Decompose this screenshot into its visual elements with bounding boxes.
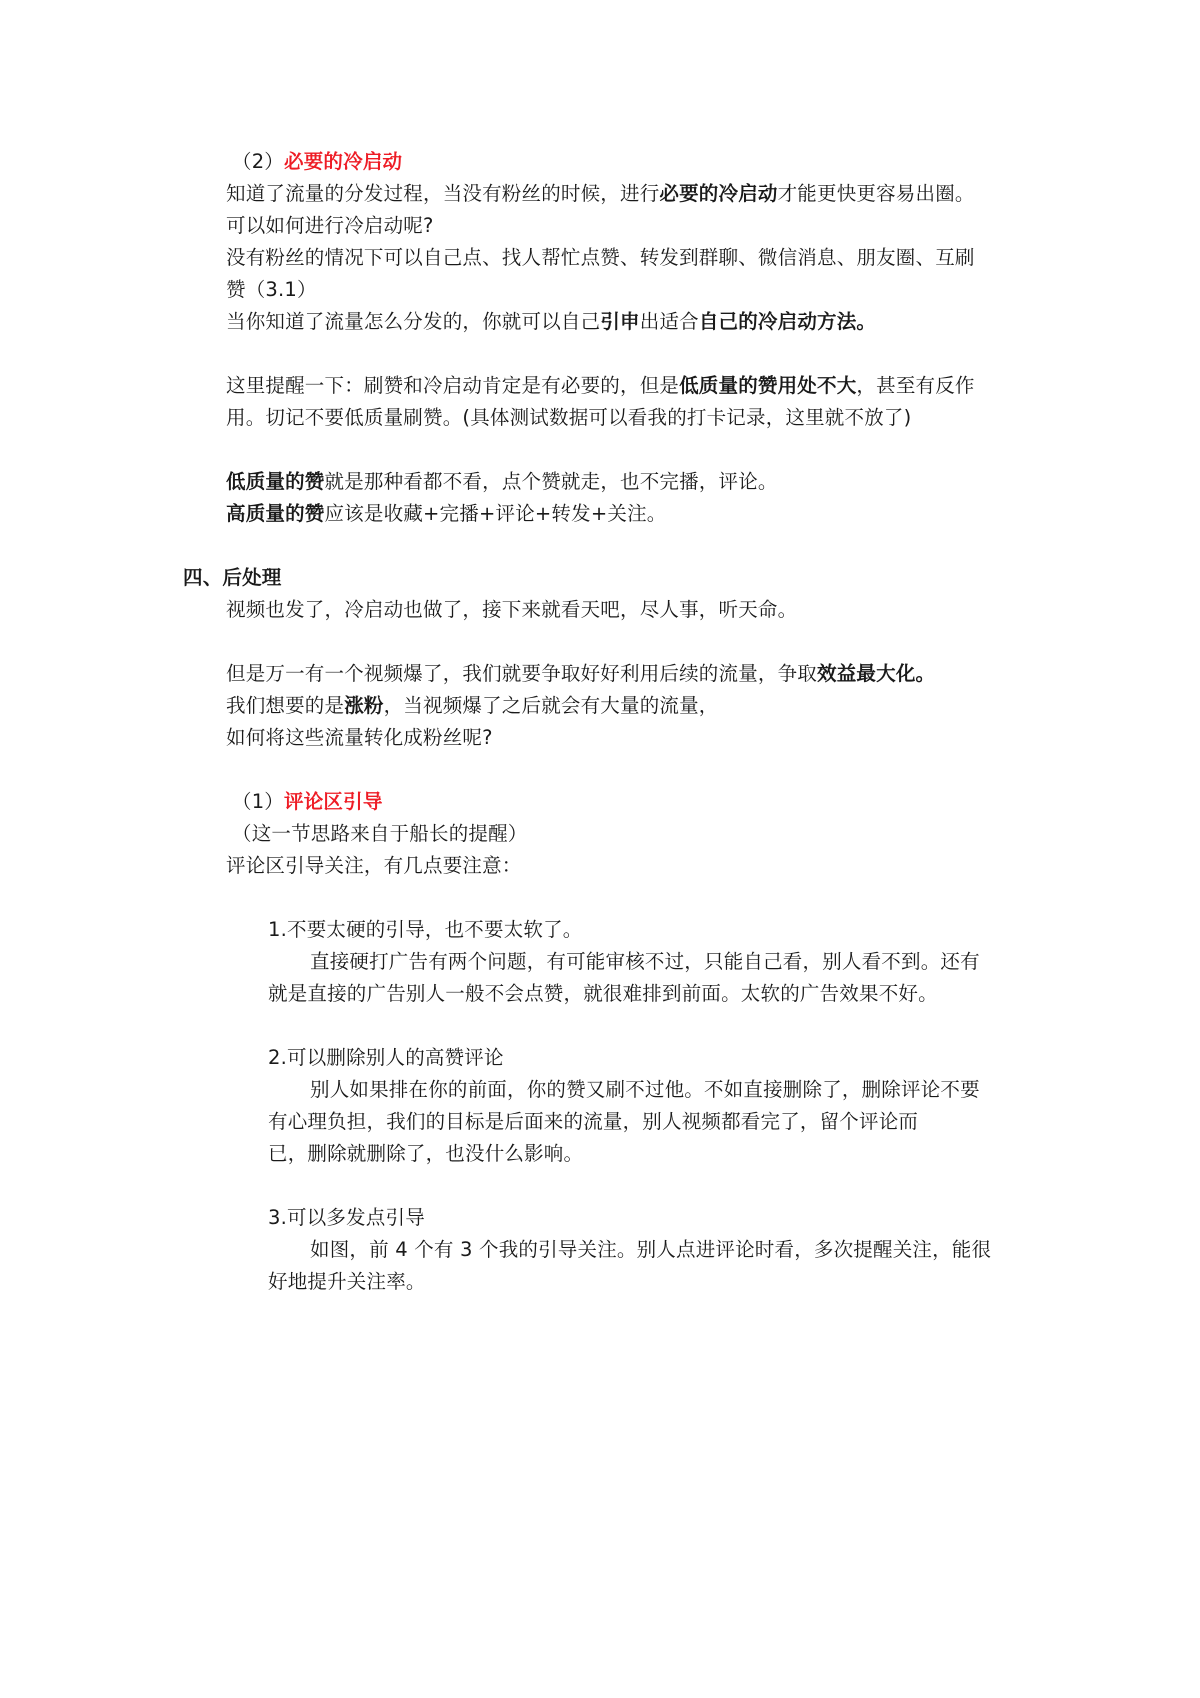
text: 视频也发了，冷启动也做了，接下来就看天吧，尽人事，听天命。: [226, 598, 798, 621]
paragraph: [226, 498, 666, 530]
paragraph: [226, 210, 434, 242]
paragraph: [226, 722, 493, 754]
paragraph: [226, 658, 935, 690]
text: 1.不要太硬的引导，也不要太软了。: [268, 918, 583, 941]
paragraph: [310, 946, 980, 978]
section-1-heading: [232, 786, 383, 818]
paragraph: [310, 1074, 980, 1106]
paragraph: [268, 978, 938, 1010]
section-1-title: 评论区引导: [284, 790, 383, 813]
section-4-heading: 四、后处理: [183, 566, 282, 589]
bold-text: 效益最大化。: [817, 662, 936, 685]
text: 就是直接的广告别人一般不会点赞，就很难排到前面。太软的广告效果不好。: [268, 982, 938, 1005]
text: 2.可以删除别人的高赞评论: [268, 1046, 504, 1069]
bold-text: 低质量的赞用处不大: [679, 374, 857, 397]
text: 如图，前 4 个有 3 个我的引导关注。别人点进评论时看，多次提醒关注，能很: [310, 1238, 992, 1261]
paragraph: [226, 402, 911, 434]
text: 有心理负担，我们的目标是后面来的流量，别人视频都看完了，留个评论而: [268, 1110, 919, 1133]
text: 已，删除就删除了，也没什么影响。: [268, 1142, 584, 1165]
text: （这一节思路来自于船长的提醒）: [232, 822, 528, 845]
text: 但是万一有一个视频爆了，我们就要争取好好利用后续的流量，争取: [226, 662, 818, 685]
text: 用。切记不要低质量刷赞。(具体测试数据可以看我的打卡记录，这里就不放了): [226, 406, 912, 429]
bold-text: 涨粉: [344, 694, 384, 717]
section-2-heading: [232, 146, 402, 178]
paragraph: [268, 1266, 426, 1298]
text: 才能更快更容易出圈。: [777, 182, 975, 205]
section-2-title: 必要的冷启动: [284, 150, 403, 173]
list-item-title: [268, 1042, 504, 1074]
text: 3.可以多发点引导: [268, 1206, 425, 1229]
text: 如何将这些流量转化成粉丝呢?: [226, 726, 493, 749]
paragraph: [226, 594, 797, 626]
section-2-number: （2）: [232, 150, 285, 173]
list-item-title: [268, 1202, 425, 1234]
bold-text: 自己的冷启动方法。: [698, 310, 877, 333]
text: 知道了流量的分发过程，当没有粉丝的时候，进行: [226, 182, 660, 205]
text: ，甚至有反作: [856, 374, 975, 397]
paragraph: [268, 1106, 918, 1138]
text: 直接硬打广告有两个问题，有可能审核不过，只能自己看，别人看不到。还有: [310, 950, 980, 973]
list-item-title: [268, 914, 583, 946]
text: 没有粉丝的情况下可以自己点、找人帮忙点赞、转发到群聊、微信消息、朋友圈、互刷: [226, 246, 975, 269]
bold-text: 引申: [600, 310, 640, 333]
paragraph: [226, 178, 975, 210]
paragraph: [232, 818, 528, 850]
paragraph: [226, 306, 876, 338]
text: 当你知道了流量怎么分发的，你就可以自己: [226, 310, 601, 333]
text: 就是那种看都不看，点个赞就走，也不完播，评论。: [324, 470, 778, 493]
text: 可以如何进行冷启动呢?: [226, 214, 434, 237]
paragraph: [226, 850, 522, 882]
text: 别人如果排在你的前面，你的赞又刷不过他。不如直接删除了，删除评论不要: [310, 1078, 980, 1101]
paragraph: [226, 690, 719, 722]
text: 评论区引导关注，有几点要注意：: [226, 854, 522, 877]
bold-text: 低质量的赞: [226, 470, 325, 493]
section-1-number: （1）: [232, 790, 285, 813]
text: 出适合: [639, 310, 699, 333]
paragraph: [310, 1234, 991, 1266]
paragraph: [226, 242, 975, 274]
text: 好地提升关注率。: [268, 1270, 426, 1293]
bold-text: 高质量的赞: [226, 502, 325, 525]
text: 这里提醒一下：刷赞和冷启动肯定是有必要的，但是: [226, 374, 680, 397]
paragraph: [226, 274, 317, 306]
paragraph: [268, 1138, 583, 1170]
paragraph: [226, 466, 778, 498]
paragraph: [226, 370, 975, 402]
text: 我们想要的是: [226, 694, 345, 717]
text: 应该是收藏+完播+评论+转发+关注。: [324, 502, 667, 525]
text: ，当视频爆了之后就会有大量的流量，: [383, 694, 719, 717]
bold-text: 必要的冷启动: [659, 182, 778, 205]
text: 赞（3.1）: [226, 278, 317, 301]
